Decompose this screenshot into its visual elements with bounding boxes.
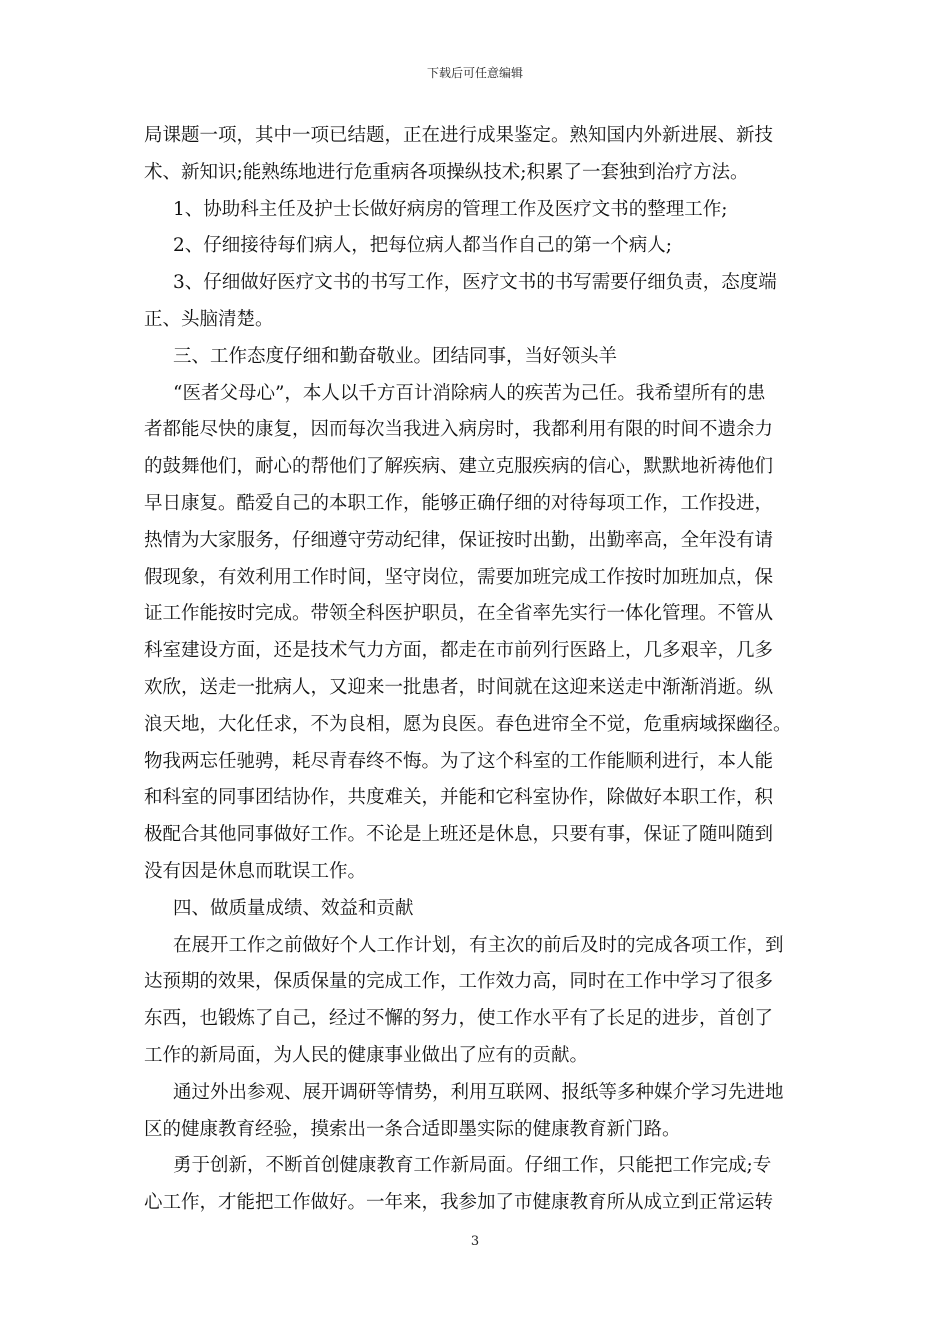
text-line: 区的健康教育经验，摸索出一条合适即墨实际的健康教育新门路。 [144, 1118, 681, 1140]
text-line: 1、协助科主任及护士长做好病房的管理工作及医疗文书的整理工作; [173, 198, 728, 220]
text-line: 假现象，有效利用工作时间，坚守岗位，需要加班完成工作按时加班加点，保 [144, 566, 774, 588]
text-line: 正、头脑清楚。 [144, 308, 274, 330]
text-line: 工作的新局面，为人民的健康事业做出了应有的贡献。 [144, 1044, 589, 1066]
document-body [144, 118, 816, 1222]
text-line: 2、仔细接待每们病人，把每位病人都当作自己的第一个病人; [173, 235, 673, 257]
text-line: 四、做质量成绩、效益和贡献 [173, 897, 414, 919]
text-line: 欢欣，送走一批病人，又迎来一批患者，时间就在这迎来送走中渐渐消逝。纵 [144, 676, 774, 698]
text-line: 热情为大家服务，仔细遵守劳动纪律，保证按时出勤，出勤率高，全年没有请 [144, 529, 774, 551]
text-line: 浪天地，大化任求，不为良相，愿为良医。春色进帘全不觉，危重病域探幽径。 [144, 713, 792, 735]
text-line: 没有因是休息而耽误工作。 [144, 860, 367, 882]
text-line: 勇于创新，不断首创健康教育工作新局面。仔细工作，只能把工作完成;专 [173, 1155, 772, 1177]
text-line: 三、工作态度仔细和勤奋敬业。团结同事，当好领头羊 [173, 345, 618, 367]
text-line: 心工作，才能把工作做好。一年来，我参加了市健康教育所从成立到正常运转 [144, 1192, 774, 1214]
text-line: 者都能尽快的康复，因而每次当我进入病房时，我都利用有限的时间不遗余力 [144, 419, 774, 441]
text-line: 和科室的同事团结协作，共度难关，并能和它科室协作，除做好本职工作，积 [144, 787, 774, 809]
page-number: 3 [470, 1234, 480, 1249]
text-line: 科室建设方面，还是技术气力方面，都走在市前列行医路上，几多艰辛，几多 [144, 640, 774, 662]
page-header: 下载后可任意编辑 [426, 66, 523, 80]
text-line: 东西，也锻炼了自己，经过不懈的努力，使工作水平有了长足的进步，首创了 [144, 1008, 774, 1030]
text-line: 达预期的效果，保质保量的完成工作，工作效力高，同时在工作中学习了很多 [144, 971, 774, 993]
text-line: 早日康复。酷爱自己的本职工作，能够正确仔细的对待每项工作，工作投进， [144, 492, 774, 514]
text-line: 3、仔细做好医疗文书的书写工作，医疗文书的书写需要仔细负责，态度端 [173, 272, 777, 294]
text-line: “医者父母心”，本人以千方百计消除病人的疾苦为己任。我希望所有的患 [173, 382, 766, 404]
text-line: 术、新知识;能熟练地进行危重病各项操纵技术;积累了一套独到治疗方法。 [144, 161, 749, 183]
text-line: 的鼓舞他们，耐心的帮他们了解疾病、建立克服疾病的信心，默默地祈祷他们 [144, 456, 774, 478]
text-line: 通过外出参观、展开调研等情势，利用互联网、报纸等多种媒介学习先进地 [173, 1081, 784, 1103]
text-line: 证工作能按时完成。带领全科医护职员，在全省率先实行一体化管理。不管从 [144, 603, 774, 625]
text-line: 极配合其他同事做好工作。不论是上班还是休息，只要有事，保证了随叫随到 [144, 824, 774, 846]
text-line: 局课题一项，其中一项已结题，正在进行成果鉴定。熟知国内外新进展、新技 [144, 125, 774, 146]
text-line: 物我两忘任驰骋，耗尽青春终不悔。为了这个科室的工作能顺利进行，本人能 [144, 750, 774, 772]
text-line: 在展开工作之前做好个人工作计划，有主次的前后及时的完成各项工作，到 [173, 934, 784, 956]
